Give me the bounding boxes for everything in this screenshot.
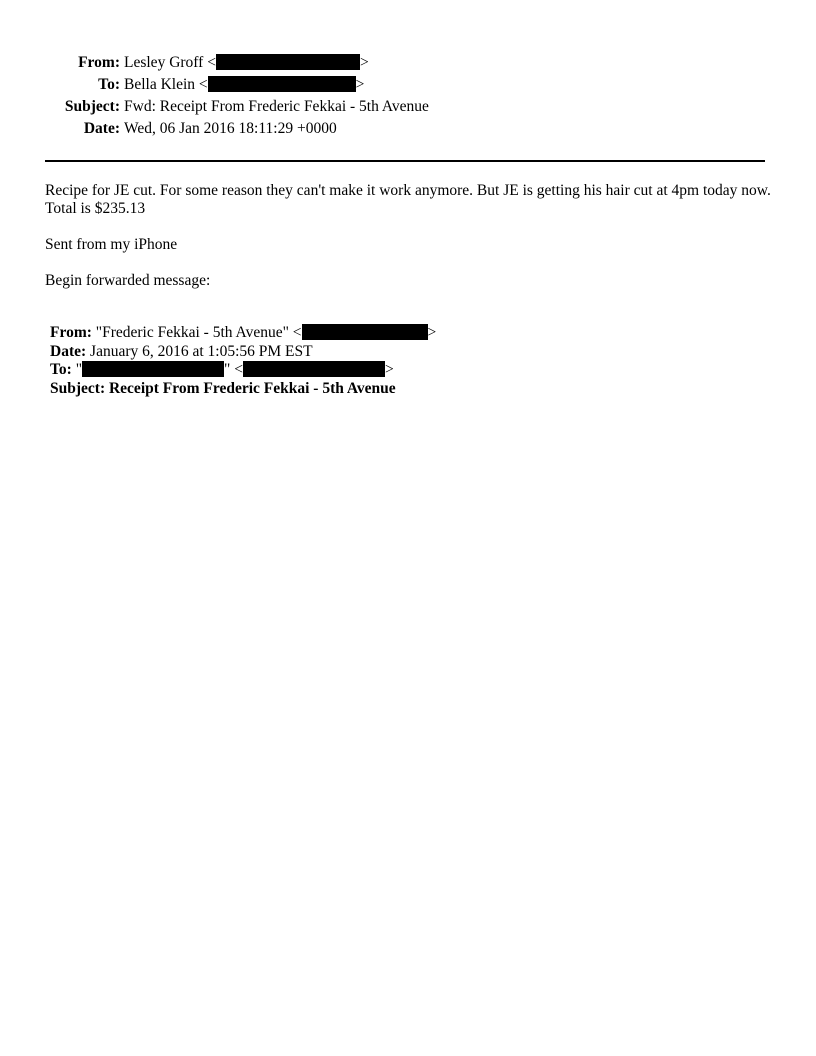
header-date-row <box>0 118 816 140</box>
subject-value: Fwd: Receipt From Frederic Fekkai - 5th Avenue <box>124 98 429 115</box>
fwd-subject-value: Receipt From Frederic Fekkai - 5th Avenue <box>108 379 396 397</box>
date-label: Date: <box>83 120 120 137</box>
fwd-from-value: "Frederic Fekkai - 5th Avenue" < <box>95 324 302 341</box>
redaction-box <box>302 324 428 340</box>
header-to-row <box>0 74 816 96</box>
redaction-box <box>243 361 385 377</box>
message-body <box>45 182 775 308</box>
redaction-box <box>82 361 224 377</box>
fwd-to-row <box>50 361 770 380</box>
fwd-to-label: To: <box>50 361 72 378</box>
fwd-date-label: Date: <box>50 342 87 360</box>
email-header <box>0 52 816 140</box>
fwd-from-close: > <box>427 324 437 341</box>
forwarded-header <box>50 324 770 398</box>
fwd-subject-label: Subject: <box>50 379 106 397</box>
fwd-to-open: " <box>75 361 83 378</box>
to-value <box>124 74 364 96</box>
from-label: From: <box>78 54 120 71</box>
forward-intro: Begin forwarded message: <box>45 272 211 289</box>
fwd-to-close: > <box>384 361 394 378</box>
header-divider <box>45 160 765 162</box>
fwd-date-row <box>50 343 770 362</box>
from-name: Lesley Groff < <box>124 54 216 71</box>
to-label: To: <box>98 76 120 93</box>
to-name: Bella Klein < <box>124 76 208 93</box>
to-close: > <box>355 76 365 93</box>
redaction-box <box>208 76 356 92</box>
header-from-row <box>0 52 816 74</box>
fwd-from-row <box>50 324 770 343</box>
body-paragraph: Recipe for JE cut. For some reason they can't make it work anymore. But JE is getting his hair cut at 4pm today now. Total is $235.13 <box>45 182 771 217</box>
redaction-box <box>216 54 360 70</box>
fwd-subject-row <box>50 380 770 399</box>
fwd-to-mid: " < <box>224 361 243 378</box>
date-value: Wed, 06 Jan 2016 18:11:29 +0000 <box>124 120 337 137</box>
from-close: > <box>359 54 369 71</box>
fwd-date-value: January 6, 2016 at 1:05:56 PM EST <box>90 342 313 360</box>
fwd-from-label: From: <box>50 324 92 341</box>
header-subject-row <box>0 96 816 118</box>
signature-line: Sent from my iPhone <box>45 236 178 253</box>
subject-label: Subject: <box>64 98 120 115</box>
from-value <box>124 52 369 74</box>
